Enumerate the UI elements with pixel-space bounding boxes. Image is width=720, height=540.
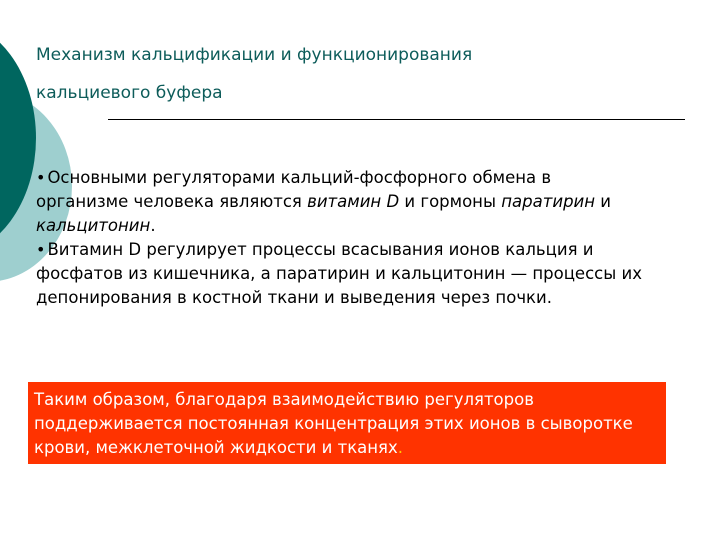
slide-title-line-1: Механизм кальцификации и функционирования [36,45,473,65]
bullet-glyph: • [36,240,46,259]
title-divider [108,119,685,120]
bullet1-text-d: . [150,216,156,235]
summary-period: . [397,438,403,457]
bullet-glyph: • [36,168,46,187]
summary-box [28,382,666,464]
bullet1-italic-calcitonin: кальцитонин [36,216,151,235]
bullet1-text-a: Основными регуляторами кальций-фосфорного обмена в организме человека являются [36,168,552,211]
bullet2-text: Витамин D регулирует процессы всасывания ионов кальция и фосфатов из кишечника, а паратирин и кальцитонин — процессы их депонирования в костной ткани и выведения через почки. [36,240,642,307]
bullet-item-vitamin-d [36,238,646,310]
bullet-list [36,166,646,310]
slide-title [36,36,676,112]
bullet1-italic-vitamin-d: витамин D [307,192,400,211]
slide-title-line-2: кальциевого буфера [36,83,223,103]
bullet1-text-b: и гормоны [399,192,502,211]
bullet1-italic-parathyrin: паратирин [501,192,596,211]
summary-text: Таким образом, благодаря взаимодействию регуляторов поддерживается постоянная концентрация этих ионов в сыворотке крови, межклеточной жидкости и тканях [34,390,633,457]
bullet-item-regulators [36,166,646,238]
bullet1-text-c: и [595,192,612,211]
